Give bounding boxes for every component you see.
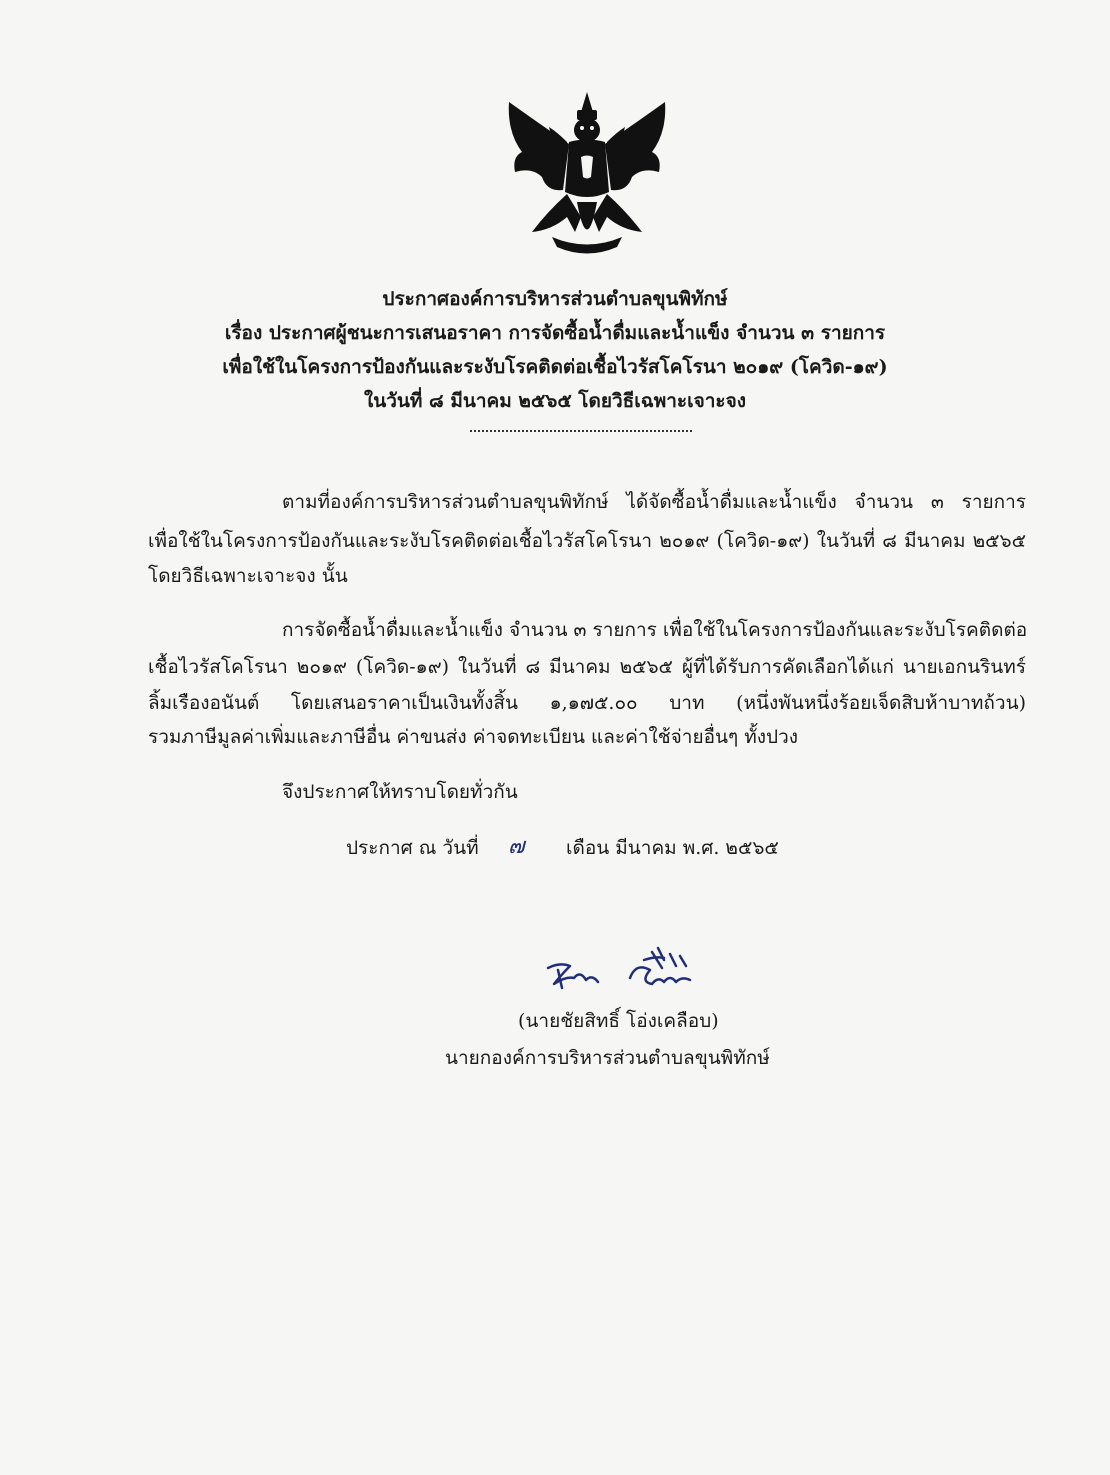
paragraph-line: เชื้อไวรัสโคโรนา ๒๐๑๙ (โควิด-๑๙) ในวันที่ ๘ มีนาคม ๒๕๖๕ ผู้ที่ได้รับการคัดเลือกได้แก่ นายเอกนรินทร์ xyxy=(148,656,1026,678)
paragraph-line: ลิ้มเรืองอนันต์ โดยเสนอราคาเป็นเงินทั้งสิ้น ๑,๑๗๕.๐๐ บาท (หนึ่งพันหนึ่งร้อยเจ็ดสิบห้าบาทถ้วน) xyxy=(148,692,1026,714)
signature-icon xyxy=(540,940,710,1000)
date-month-year: เดือน มีนาคม พ.ศ. ๒๕๖๕ xyxy=(566,837,779,859)
signatory-position: นายกองค์การบริหารส่วนตำบลขุนพิทักษ์ xyxy=(445,1047,770,1069)
paragraph-line: เพื่อใช้ในโครงการป้องกันและระงับโรคติดต่อเชื้อไวรัสโคโรนา ๒๐๑๙ (โควิด-๑๙) ในวันที่ ๘ มีนาคม ๒๕๖๕ xyxy=(148,530,1026,552)
signatory-name: (นายชัยสิทธิ์ โอ่งเคลือบ) xyxy=(518,1010,719,1032)
divider xyxy=(470,430,692,432)
paragraph-line: รวมภาษีมูลค่าเพิ่มและภาษีอื่น ค่าขนส่ง ค่าจดทะเบียน และค่าใช้จ่ายอื่นๆ ทั้งปวง xyxy=(148,726,799,748)
paragraph-line: โดยวิธีเฉพาะเจาะจง นั้น xyxy=(148,565,348,587)
subject-line: ในวันที่ ๘ มีนาคม ๒๕๖๕ โดยวิธีเฉพาะเจาะจง xyxy=(363,390,746,412)
subject-line: เพื่อใช้ในโครงการป้องกันและระงับโรคติดต่อเชื้อไวรัสโคโรนา ๒๐๑๙ (โควิด-๑๙) xyxy=(222,356,888,378)
date-prefix: ประกาศ ณ วันที่ xyxy=(346,837,479,859)
date-day-handwritten: ๗ xyxy=(508,834,525,859)
document-title: ประกาศองค์การบริหารส่วนตำบลขุนพิทักษ์ xyxy=(382,288,728,310)
subject-line: เรื่อง ประกาศผู้ชนะการเสนอราคา การจัดซื้อน้ำดื่มและน้ำแข็ง จำนวน ๓ รายการ xyxy=(224,322,886,344)
closing-statement: จึงประกาศให้ทราบโดยทั่วกัน xyxy=(282,781,518,803)
paragraph-line: การจัดซื้อน้ำดื่มและน้ำแข็ง จำนวน ๓ รายการ เพื่อใช้ในโครงการป้องกันและระงับโรคติดต่อ xyxy=(282,619,1028,641)
garuda-emblem-icon xyxy=(497,82,677,262)
paragraph-line: ตามที่องค์การบริหารส่วนตำบลขุนพิทักษ์ ได้จัดซื้อน้ำดื่มและน้ำแข็ง จำนวน ๓ รายการ xyxy=(282,491,1026,513)
